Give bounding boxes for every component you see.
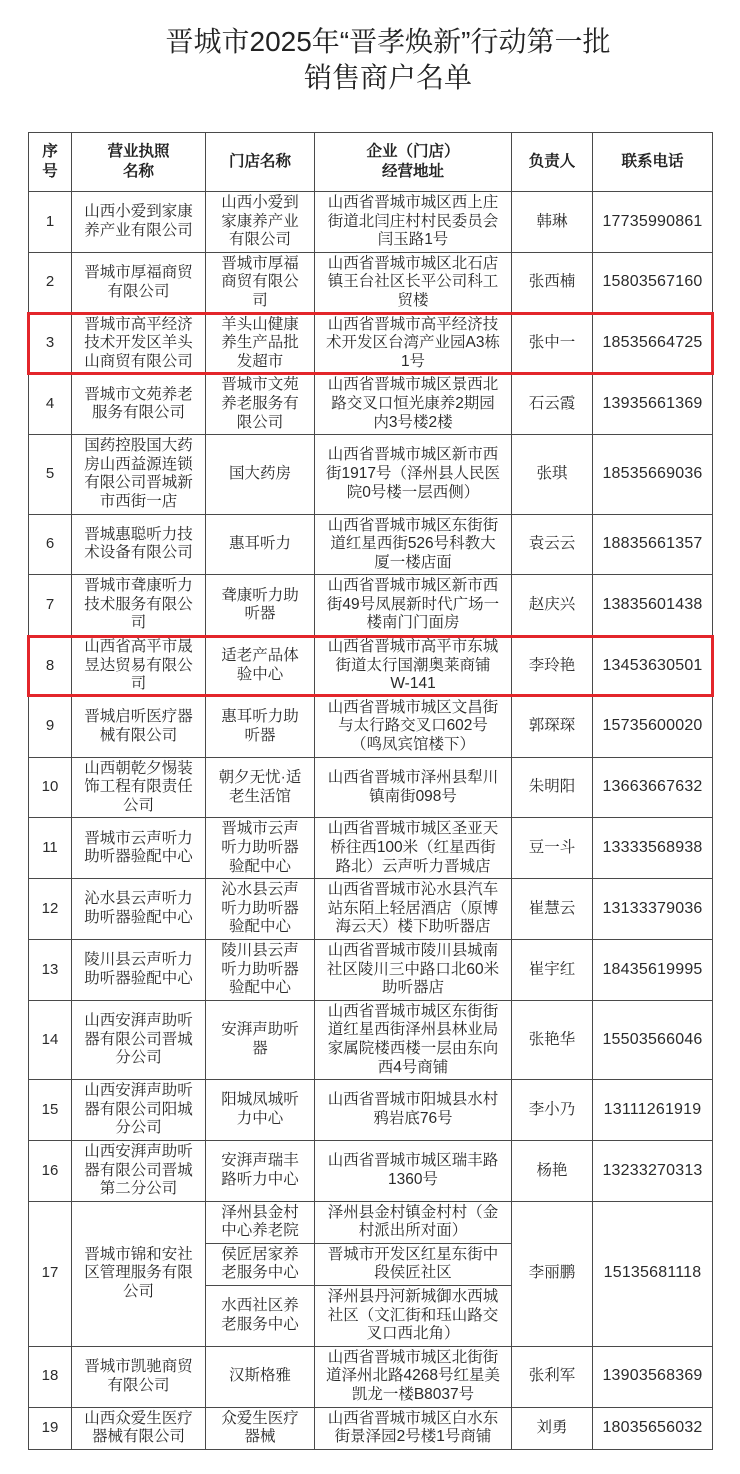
license-name: 晋城市锦和安社 区管理服务有限 公司	[72, 1201, 206, 1346]
license-name: 山西小爱到家康 养产业有限公司	[72, 192, 206, 253]
row-number: 19	[29, 1407, 72, 1449]
table-row	[29, 435, 713, 514]
phone-number: 15135681118	[593, 1201, 713, 1346]
row-number: 9	[29, 696, 72, 757]
store-name: 安湃声助听 器	[206, 1000, 315, 1079]
contact-person: 刘勇	[512, 1407, 593, 1449]
store-name: 泽州县金村 中心养老院	[206, 1201, 315, 1243]
row-number: 5	[29, 435, 72, 514]
table-row	[29, 1000, 713, 1079]
table-row	[29, 313, 713, 374]
phone-number: 13133379036	[593, 879, 713, 940]
table-body	[29, 192, 713, 1450]
store-name: 汉斯格雅	[206, 1346, 315, 1407]
phone-number: 13111261919	[593, 1080, 713, 1141]
store-address: 山西省晋城市城区新市西 街1917号（泽州县人民医 院0号楼一层西侧）	[315, 435, 512, 514]
header-license-name: 营业执照 名称	[72, 133, 206, 192]
store-name: 适老产品体 验中心	[206, 636, 315, 697]
contact-person: 张西楠	[512, 252, 593, 313]
store-address: 泽州县丹河新城御水西城 社区（文汇街和珏山路交 叉口西北角）	[315, 1286, 512, 1347]
row-number: 3	[29, 313, 72, 374]
table-row	[29, 1201, 713, 1243]
row-number: 11	[29, 818, 72, 879]
row-number: 10	[29, 757, 72, 818]
license-name: 晋城启听医疗器 械有限公司	[72, 696, 206, 757]
header-seq: 序 号	[29, 133, 72, 192]
contact-person: 赵庆兴	[512, 575, 593, 636]
store-name: 惠耳听力	[206, 514, 315, 575]
store-name: 侯匠居家养 老服务中心	[206, 1243, 315, 1285]
merchant-table	[28, 132, 713, 1450]
store-name: 晋城市文苑 养老服务有 限公司	[206, 374, 315, 435]
table-row	[29, 1346, 713, 1407]
store-address: 山西省晋城市高平市东城 街道太行国潮奥莱商铺 W-141	[315, 636, 512, 697]
contact-person: 李小乃	[512, 1080, 593, 1141]
license-name: 晋城市高平经济 技术开发区羊头 山商贸有限公司	[72, 313, 206, 374]
row-number: 17	[29, 1201, 72, 1346]
store-name: 惠耳听力助 听器	[206, 696, 315, 757]
contact-person: 张艳华	[512, 1000, 593, 1079]
contact-person: 李玲艳	[512, 636, 593, 697]
contact-person: 崔慧云	[512, 879, 593, 940]
table-row	[29, 818, 713, 879]
phone-number: 18535669036	[593, 435, 713, 514]
row-number: 18	[29, 1346, 72, 1407]
table-row	[29, 636, 713, 697]
store-name: 陵川县云声 听力助听器 验配中心	[206, 939, 315, 1000]
phone-number: 18835661357	[593, 514, 713, 575]
store-address: 山西省晋城市城区北石店 镇王台社区长平公司科工 贸楼	[315, 252, 512, 313]
store-name: 国大药房	[206, 435, 315, 514]
store-address: 山西省晋城市沁水县汽车 站东陌上轻居酒店（原博 海云天）楼下助听器店	[315, 879, 512, 940]
contact-person: 袁云云	[512, 514, 593, 575]
contact-person: 石云霞	[512, 374, 593, 435]
table-header-row	[29, 133, 713, 192]
contact-person: 韩琳	[512, 192, 593, 253]
store-address: 山西省晋城市城区景西北 路交叉口恒光康养2期园 内3号楼2楼	[315, 374, 512, 435]
table-row	[29, 939, 713, 1000]
row-number: 12	[29, 879, 72, 940]
phone-number: 18035656032	[593, 1407, 713, 1449]
table-row	[29, 1140, 713, 1201]
store-name: 朝夕无忧·适 老生活馆	[206, 757, 315, 818]
header-store-name: 门店名称	[206, 133, 315, 192]
contact-person: 朱明阳	[512, 757, 593, 818]
contact-person: 杨艳	[512, 1140, 593, 1201]
row-number: 7	[29, 575, 72, 636]
store-name: 羊头山健康 养生产品批 发超市	[206, 313, 315, 374]
contact-person: 李丽鹏	[512, 1201, 593, 1346]
phone-number: 15803567160	[593, 252, 713, 313]
row-number: 2	[29, 252, 72, 313]
store-name: 晋城市云声 听力助听器 验配中心	[206, 818, 315, 879]
store-address: 山西省晋城市城区东街街 道红星西街526号科教大 厦一楼店面	[315, 514, 512, 575]
store-address: 山西省晋城市城区西上庄 街道北闫庄村村民委员会 闫玉路1号	[315, 192, 512, 253]
license-name: 晋城市聋康听力 技术服务有限公 司	[72, 575, 206, 636]
contact-person: 张中一	[512, 313, 593, 374]
license-name: 晋城市厚福商贸 有限公司	[72, 252, 206, 313]
license-name: 陵川县云声听力 助听器验配中心	[72, 939, 206, 1000]
store-address: 山西省晋城市城区东街街 道红星西街泽州县林业局 家属院楼西楼一层由东向 西4号商铺	[315, 1000, 512, 1079]
table-row	[29, 374, 713, 435]
store-address: 山西省晋城市城区北街街 道泽州北路4268号红星美 凯龙一楼B8037号	[315, 1346, 512, 1407]
phone-number: 15735600020	[593, 696, 713, 757]
store-address: 山西省晋城市陵川县城南 社区陵川三中路口北60米 助听器店	[315, 939, 512, 1000]
phone-number: 13333568938	[593, 818, 713, 879]
contact-person: 豆一斗	[512, 818, 593, 879]
phone-number: 13835601438	[593, 575, 713, 636]
header-contact: 负责人	[512, 133, 593, 192]
license-name: 晋城市文苑养老 服务有限公司	[72, 374, 206, 435]
store-name: 山西小爱到 家康养产业 有限公司	[206, 192, 315, 253]
store-name: 晋城市厚福 商贸有限公 司	[206, 252, 315, 313]
store-name: 沁水县云声 听力助听器 验配中心	[206, 879, 315, 940]
store-name: 水西社区养 老服务中心	[206, 1286, 315, 1347]
table-row	[29, 192, 713, 253]
store-name: 阳城凤城听 力中心	[206, 1080, 315, 1141]
store-address: 山西省晋城市高平经济技 术开发区台湾产业园A3栋 1号	[315, 313, 512, 374]
title-line-2: 销售商户名单	[303, 62, 472, 93]
license-name: 沁水县云声听力 助听器验配中心	[72, 879, 206, 940]
license-name: 山西众爱生医疗 器械有限公司	[72, 1407, 206, 1449]
row-number: 6	[29, 514, 72, 575]
license-name: 国药控股国大药 房山西益源连锁 有限公司晋城新 市西街一店	[72, 435, 206, 514]
document-title	[0, 24, 740, 96]
phone-number: 13233270313	[593, 1140, 713, 1201]
row-number: 14	[29, 1000, 72, 1079]
header-address: 企业（门店） 经营地址	[315, 133, 512, 192]
table-row	[29, 514, 713, 575]
license-name: 山西安湃声助听 器有限公司阳城 分公司	[72, 1080, 206, 1141]
store-address: 泽州县金村镇金村村（金 村派出所对面）	[315, 1201, 512, 1243]
table-row	[29, 1080, 713, 1141]
table-row	[29, 1407, 713, 1449]
store-name: 众爱生医疗 器械	[206, 1407, 315, 1449]
contact-person: 张琪	[512, 435, 593, 514]
store-address: 山西省晋城市城区圣亚天 桥往西100米（红星西街 路北）云声听力晋城店	[315, 818, 512, 879]
store-address: 山西省晋城市城区瑞丰路 1360号	[315, 1140, 512, 1201]
row-number: 16	[29, 1140, 72, 1201]
table-row	[29, 757, 713, 818]
phone-number: 18435619995	[593, 939, 713, 1000]
title-line-1: 晋城市2025年“晋孝焕新”行动第一批	[165, 26, 611, 57]
contact-person: 崔宇红	[512, 939, 593, 1000]
row-number: 1	[29, 192, 72, 253]
phone-number: 13663667632	[593, 757, 713, 818]
phone-number: 15503566046	[593, 1000, 713, 1079]
table-row	[29, 879, 713, 940]
contact-person: 张利军	[512, 1346, 593, 1407]
store-address: 晋城市开发区红星东街中 段侯匠社区	[315, 1243, 512, 1285]
license-name: 晋城市云声听力 助听器验配中心	[72, 818, 206, 879]
license-name: 晋城惠聪听力技 术设备有限公司	[72, 514, 206, 575]
phone-number: 13935661369	[593, 374, 713, 435]
row-number: 8	[29, 636, 72, 697]
phone-number: 17735990861	[593, 192, 713, 253]
store-address: 山西省晋城市城区新市西 街49号凤展新时代广场一 楼南门门面房	[315, 575, 512, 636]
phone-number: 18535664725	[593, 313, 713, 374]
phone-number: 13453630501	[593, 636, 713, 697]
store-name: 安湃声瑞丰 路听力中心	[206, 1140, 315, 1201]
store-address: 山西省晋城市城区白水东 街景泽园2号楼1号商铺	[315, 1407, 512, 1449]
store-address: 山西省晋城市阳城县水村 鸦岩底76号	[315, 1080, 512, 1141]
row-number: 15	[29, 1080, 72, 1141]
table-row	[29, 575, 713, 636]
table-row	[29, 696, 713, 757]
license-name: 山西安湃声助听 器有限公司晋城 第二分公司	[72, 1140, 206, 1201]
license-name: 晋城市凯驰商贸 有限公司	[72, 1346, 206, 1407]
row-number: 4	[29, 374, 72, 435]
store-address: 山西省晋城市城区文昌街 与太行路交叉口602号 （鸣凤宾馆楼下）	[315, 696, 512, 757]
license-name: 山西朝乾夕惕装 饰工程有限责任 公司	[72, 757, 206, 818]
table-row	[29, 252, 713, 313]
store-address: 山西省晋城市泽州县犁川 镇南街098号	[315, 757, 512, 818]
contact-person: 郭琛琛	[512, 696, 593, 757]
header-phone: 联系电话	[593, 133, 713, 192]
store-name: 聋康听力助 听器	[206, 575, 315, 636]
phone-number: 13903568369	[593, 1346, 713, 1407]
license-name: 山西安湃声助听 器有限公司晋城 分公司	[72, 1000, 206, 1079]
license-name: 山西省高平市晟 昱达贸易有限公 司	[72, 636, 206, 697]
row-number: 13	[29, 939, 72, 1000]
